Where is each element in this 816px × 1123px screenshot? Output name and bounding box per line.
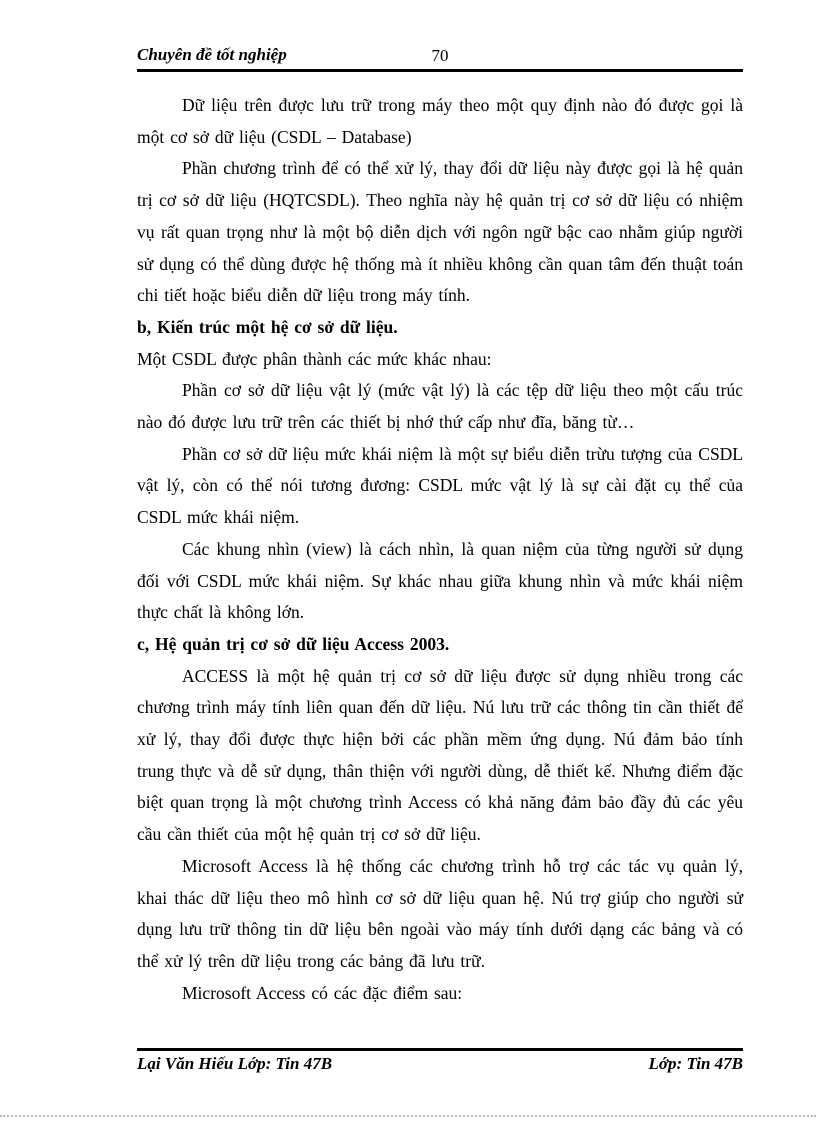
paragraph-dbms-definition: Phần chương trình để có thể xử lý, thay đổi dữ liệu này được gọi là hệ quản trị cơ sở dữ liệu (HQTCSDL). Theo nghĩa này hệ quản trị cơ sở dữ liệu có nhiệm vụ rất quan trọng như là một bộ diễn dịch với ngôn ngữ bậc cao nhằm giúp người sử dụng có thể dùng được hệ thống mà ít nhiều không cần quan tâm đến thuật toán chi tiết hoặc biểu diễn dữ liệu trong máy tính. (137, 158, 743, 306)
document-body (137, 90, 743, 1009)
page-footer (137, 1054, 743, 1074)
paragraph-database-definition: Dữ liệu trên được lưu trữ trong máy theo một quy định nào đó được gọi là một cơ sở dữ liệu (CSDL – Database) (137, 95, 743, 147)
paragraph-conceptual-level: Phần cơ sở dữ liệu mức khái niệm là một sự biểu diễn trừu tượng của CSDL vật lý, còn có thể nói tương đương: CSDL mức vật lý là sự cài đặt cụ thể của CSDL mức khái niệm. (137, 443, 743, 528)
paragraph-physical-level: Phần cơ sở dữ liệu vật lý (mức vật lý) là các tệp dữ liệu theo một cấu trúc nào đó được lưu trữ trên các thiết bị nhớ thứ cấp như đĩa, băng từ… (137, 380, 743, 433)
paragraph-access-intro: ACCESS là một hệ quản trị cơ sở dữ liệu được sử dụng nhiều trong các chương trình máy tính liên quan đến dữ liệu. Nú lưu trữ các thông tin cần thiết để xử lý, thay đổi được thực hiện bởi các phần mềm ứng dụng. Nú đảm bảo tính trung thực và dễ sử dụng, thân thiện với người dùng, dễ thiết kế. Nhưng điểm đặc biệt quan trọng là một chương trình Access có khả năng đảm bảo đầy đủ các yêu cầu cần thiết của một hệ quản trị cơ sở dữ liệu. (137, 665, 743, 845)
header-title: Chuyên đề tốt nghiệp (137, 45, 287, 64)
page-separator (0, 1115, 816, 1117)
footer-rule (137, 1048, 743, 1051)
footer-author: Lại Văn Hiếu Lớp: Tin 47B (137, 1054, 333, 1073)
paragraph-views: Các khung nhìn (view) là cách nhìn, là quan niệm của từng người sử dụng đối với CSDL mức khái niệm. Sự khác nhau giữa khung nhìn và mức khái niệm thực chất là không lớn. (137, 538, 743, 623)
page-number: 70 (431, 46, 449, 65)
paragraph-access-features-lead: Microsoft Access có các đặc điểm sau: (182, 982, 463, 1003)
page-header (137, 45, 743, 69)
footer-class: Lớp: Tin 47B (648, 1054, 743, 1073)
section-heading-c: c, Hệ quản trị cơ sở dữ liệu Access 2003. (137, 633, 450, 654)
paragraph-csdl-levels: Một CSDL được phân thành các mức khác nhau: (137, 348, 492, 369)
header-rule (137, 69, 743, 72)
paragraph-ms-access-system: Microsoft Access là hệ thống các chương trình hỗ trợ các tác vụ quản lý, khai thác dữ liệu theo mô hình cơ sở dữ liệu quan hệ. Nú trợ giúp cho người sử dụng lưu trữ thông tin dữ liệu bên ngoài vào máy tính dưới dạng các bảng và có thể xử lý trên dữ liệu trong các bảng đã lưu trữ. (137, 855, 743, 971)
section-heading-b: b, Kiến trúc một hệ cơ sở dữ liệu. (137, 316, 398, 337)
